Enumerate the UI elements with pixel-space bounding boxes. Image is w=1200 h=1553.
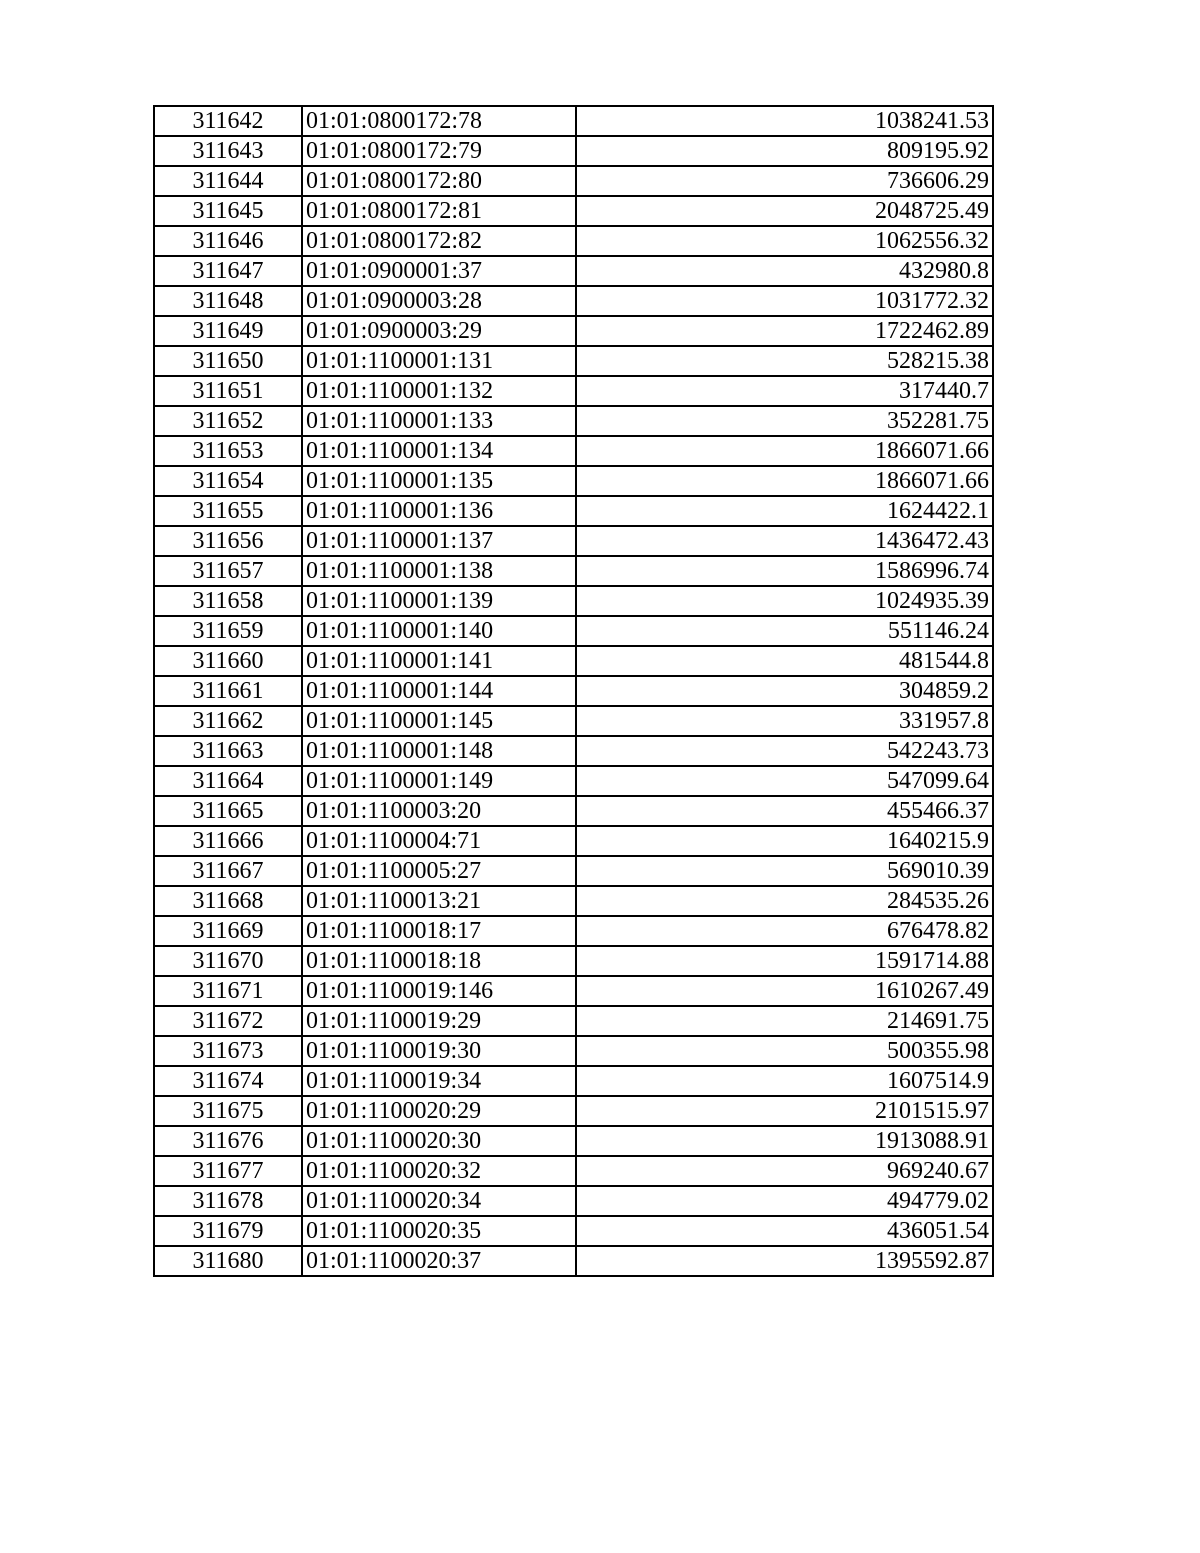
table-row: [154, 766, 993, 796]
value-cell: 528215.38: [576, 346, 993, 376]
cadastral-number-cell: 01:01:1100019:29: [302, 1006, 576, 1036]
cadastral-number-cell: 01:01:1100001:144: [302, 676, 576, 706]
value-cell: 317440.7: [576, 376, 993, 406]
cadastral-number-cell: 01:01:1100019:34: [302, 1066, 576, 1096]
cadastral-number-cell: 01:01:0800172:78: [302, 106, 576, 136]
table-row: [154, 346, 993, 376]
row-number-cell: 311646: [154, 226, 302, 256]
cadastral-number-cell: 01:01:1100020:37: [302, 1246, 576, 1276]
cadastral-number-cell: 01:01:1100013:21: [302, 886, 576, 916]
row-number-cell: 311657: [154, 556, 302, 586]
value-cell: 500355.98: [576, 1036, 993, 1066]
row-number-cell: 311658: [154, 586, 302, 616]
value-cell: 494779.02: [576, 1186, 993, 1216]
value-cell: 809195.92: [576, 136, 993, 166]
value-cell: 1395592.87: [576, 1246, 993, 1276]
row-number-cell: 311644: [154, 166, 302, 196]
value-cell: 455466.37: [576, 796, 993, 826]
cadastral-number-cell: 01:01:1100001:135: [302, 466, 576, 496]
cadastral-number-cell: 01:01:1100001:148: [302, 736, 576, 766]
row-number-cell: 311655: [154, 496, 302, 526]
table-row: [154, 1216, 993, 1246]
cadastral-number-cell: 01:01:1100020:32: [302, 1156, 576, 1186]
row-number-cell: 311672: [154, 1006, 302, 1036]
table-row: [154, 496, 993, 526]
table-row: [154, 1186, 993, 1216]
row-number-cell: 311669: [154, 916, 302, 946]
table-row: [154, 946, 993, 976]
row-number-cell: 311680: [154, 1246, 302, 1276]
row-number-cell: 311651: [154, 376, 302, 406]
table-row: [154, 136, 993, 166]
cadastral-number-cell: 01:01:1100001:131: [302, 346, 576, 376]
table-row: [154, 526, 993, 556]
table-row: [154, 166, 993, 196]
cadastral-number-cell: 01:01:1100018:17: [302, 916, 576, 946]
value-cell: 331957.8: [576, 706, 993, 736]
table-row: [154, 1126, 993, 1156]
row-number-cell: 311668: [154, 886, 302, 916]
cadastral-number-cell: 01:01:1100001:134: [302, 436, 576, 466]
value-cell: 481544.8: [576, 646, 993, 676]
table-row: [154, 256, 993, 286]
value-cell: 1913088.91: [576, 1126, 993, 1156]
row-number-cell: 311677: [154, 1156, 302, 1186]
value-cell: 1586996.74: [576, 556, 993, 586]
row-number-cell: 311664: [154, 766, 302, 796]
row-number-cell: 311675: [154, 1096, 302, 1126]
value-cell: 547099.64: [576, 766, 993, 796]
cadastral-number-cell: 01:01:0800172:81: [302, 196, 576, 226]
cadastral-number-cell: 01:01:1100020:34: [302, 1186, 576, 1216]
table-row: [154, 1036, 993, 1066]
row-number-cell: 311667: [154, 856, 302, 886]
row-number-cell: 311648: [154, 286, 302, 316]
row-number-cell: 311663: [154, 736, 302, 766]
row-number-cell: 311643: [154, 136, 302, 166]
cadastral-number-cell: 01:01:1100001:136: [302, 496, 576, 526]
value-cell: 1607514.9: [576, 1066, 993, 1096]
row-number-cell: 311649: [154, 316, 302, 346]
value-cell: 1866071.66: [576, 466, 993, 496]
cadastral-number-cell: 01:01:1100020:35: [302, 1216, 576, 1246]
value-cell: 1624422.1: [576, 496, 993, 526]
cadastral-number-cell: 01:01:0800172:82: [302, 226, 576, 256]
cadastral-number-cell: 01:01:1100005:27: [302, 856, 576, 886]
table-row: [154, 106, 993, 136]
value-cell: 542243.73: [576, 736, 993, 766]
cadastral-number-cell: 01:01:1100018:18: [302, 946, 576, 976]
cadastral-number-cell: 01:01:1100001:145: [302, 706, 576, 736]
cadastral-number-cell: 01:01:1100001:132: [302, 376, 576, 406]
row-number-cell: 311642: [154, 106, 302, 136]
cadastral-number-cell: 01:01:1100001:149: [302, 766, 576, 796]
value-cell: 436051.54: [576, 1216, 993, 1246]
data-table: [153, 105, 994, 1277]
table-row: [154, 826, 993, 856]
cadastral-number-cell: 01:01:0900003:29: [302, 316, 576, 346]
row-number-cell: 311660: [154, 646, 302, 676]
row-number-cell: 311662: [154, 706, 302, 736]
cadastral-number-cell: 01:01:0900003:28: [302, 286, 576, 316]
row-number-cell: 311673: [154, 1036, 302, 1066]
table-row: [154, 646, 993, 676]
table-row: [154, 436, 993, 466]
cadastral-number-cell: 01:01:0800172:80: [302, 166, 576, 196]
value-cell: 284535.26: [576, 886, 993, 916]
table-row: [154, 796, 993, 826]
row-number-cell: 311674: [154, 1066, 302, 1096]
table-row: [154, 1006, 993, 1036]
table-row: [154, 916, 993, 946]
value-cell: 969240.67: [576, 1156, 993, 1186]
value-cell: 1038241.53: [576, 106, 993, 136]
table-row: [154, 1246, 993, 1276]
row-number-cell: 311647: [154, 256, 302, 286]
value-cell: 1591714.88: [576, 946, 993, 976]
value-cell: 352281.75: [576, 406, 993, 436]
table-row: [154, 376, 993, 406]
table-body: [154, 106, 993, 1276]
value-cell: 304859.2: [576, 676, 993, 706]
table-row: [154, 1066, 993, 1096]
cadastral-number-cell: 01:01:1100004:71: [302, 826, 576, 856]
cadastral-number-cell: 01:01:1100019:30: [302, 1036, 576, 1066]
row-number-cell: 311653: [154, 436, 302, 466]
value-cell: 1640215.9: [576, 826, 993, 856]
table-row: [154, 406, 993, 436]
value-cell: 676478.82: [576, 916, 993, 946]
value-cell: 432980.8: [576, 256, 993, 286]
row-number-cell: 311661: [154, 676, 302, 706]
table-row: [154, 286, 993, 316]
cadastral-number-cell: 01:01:0800172:79: [302, 136, 576, 166]
row-number-cell: 311665: [154, 796, 302, 826]
value-cell: 1031772.32: [576, 286, 993, 316]
row-number-cell: 311645: [154, 196, 302, 226]
row-number-cell: 311671: [154, 976, 302, 1006]
table-row: [154, 736, 993, 766]
table-row: [154, 556, 993, 586]
table-row: [154, 586, 993, 616]
row-number-cell: 311659: [154, 616, 302, 646]
row-number-cell: 311678: [154, 1186, 302, 1216]
value-cell: 1610267.49: [576, 976, 993, 1006]
value-cell: 2101515.97: [576, 1096, 993, 1126]
value-cell: 1722462.89: [576, 316, 993, 346]
table-row: [154, 196, 993, 226]
table-row: [154, 616, 993, 646]
table-row: [154, 1156, 993, 1186]
cadastral-number-cell: 01:01:0900001:37: [302, 256, 576, 286]
value-cell: 2048725.49: [576, 196, 993, 226]
cadastral-number-cell: 01:01:1100003:20: [302, 796, 576, 826]
cadastral-number-cell: 01:01:1100001:133: [302, 406, 576, 436]
table-row: [154, 316, 993, 346]
table-row: [154, 886, 993, 916]
row-number-cell: 311652: [154, 406, 302, 436]
table-row: [154, 226, 993, 256]
row-number-cell: 311679: [154, 1216, 302, 1246]
cadastral-number-cell: 01:01:1100001:140: [302, 616, 576, 646]
cadastral-number-cell: 01:01:1100019:146: [302, 976, 576, 1006]
cadastral-number-cell: 01:01:1100001:139: [302, 586, 576, 616]
cadastral-number-cell: 01:01:1100020:29: [302, 1096, 576, 1126]
value-cell: 736606.29: [576, 166, 993, 196]
table-row: [154, 856, 993, 886]
cadastral-number-cell: 01:01:1100001:141: [302, 646, 576, 676]
row-number-cell: 311650: [154, 346, 302, 376]
row-number-cell: 311676: [154, 1126, 302, 1156]
row-number-cell: 311654: [154, 466, 302, 496]
table-row: [154, 466, 993, 496]
table-row: [154, 676, 993, 706]
cadastral-number-cell: 01:01:1100020:30: [302, 1126, 576, 1156]
value-cell: 1436472.43: [576, 526, 993, 556]
value-cell: 569010.39: [576, 856, 993, 886]
row-number-cell: 311666: [154, 826, 302, 856]
cadastral-number-cell: 01:01:1100001:137: [302, 526, 576, 556]
value-cell: 1062556.32: [576, 226, 993, 256]
value-cell: 1024935.39: [576, 586, 993, 616]
row-number-cell: 311656: [154, 526, 302, 556]
cadastral-number-cell: 01:01:1100001:138: [302, 556, 576, 586]
value-cell: 214691.75: [576, 1006, 993, 1036]
table-row: [154, 706, 993, 736]
table-row: [154, 1096, 993, 1126]
value-cell: 551146.24: [576, 616, 993, 646]
row-number-cell: 311670: [154, 946, 302, 976]
value-cell: 1866071.66: [576, 436, 993, 466]
table-row: [154, 976, 993, 1006]
